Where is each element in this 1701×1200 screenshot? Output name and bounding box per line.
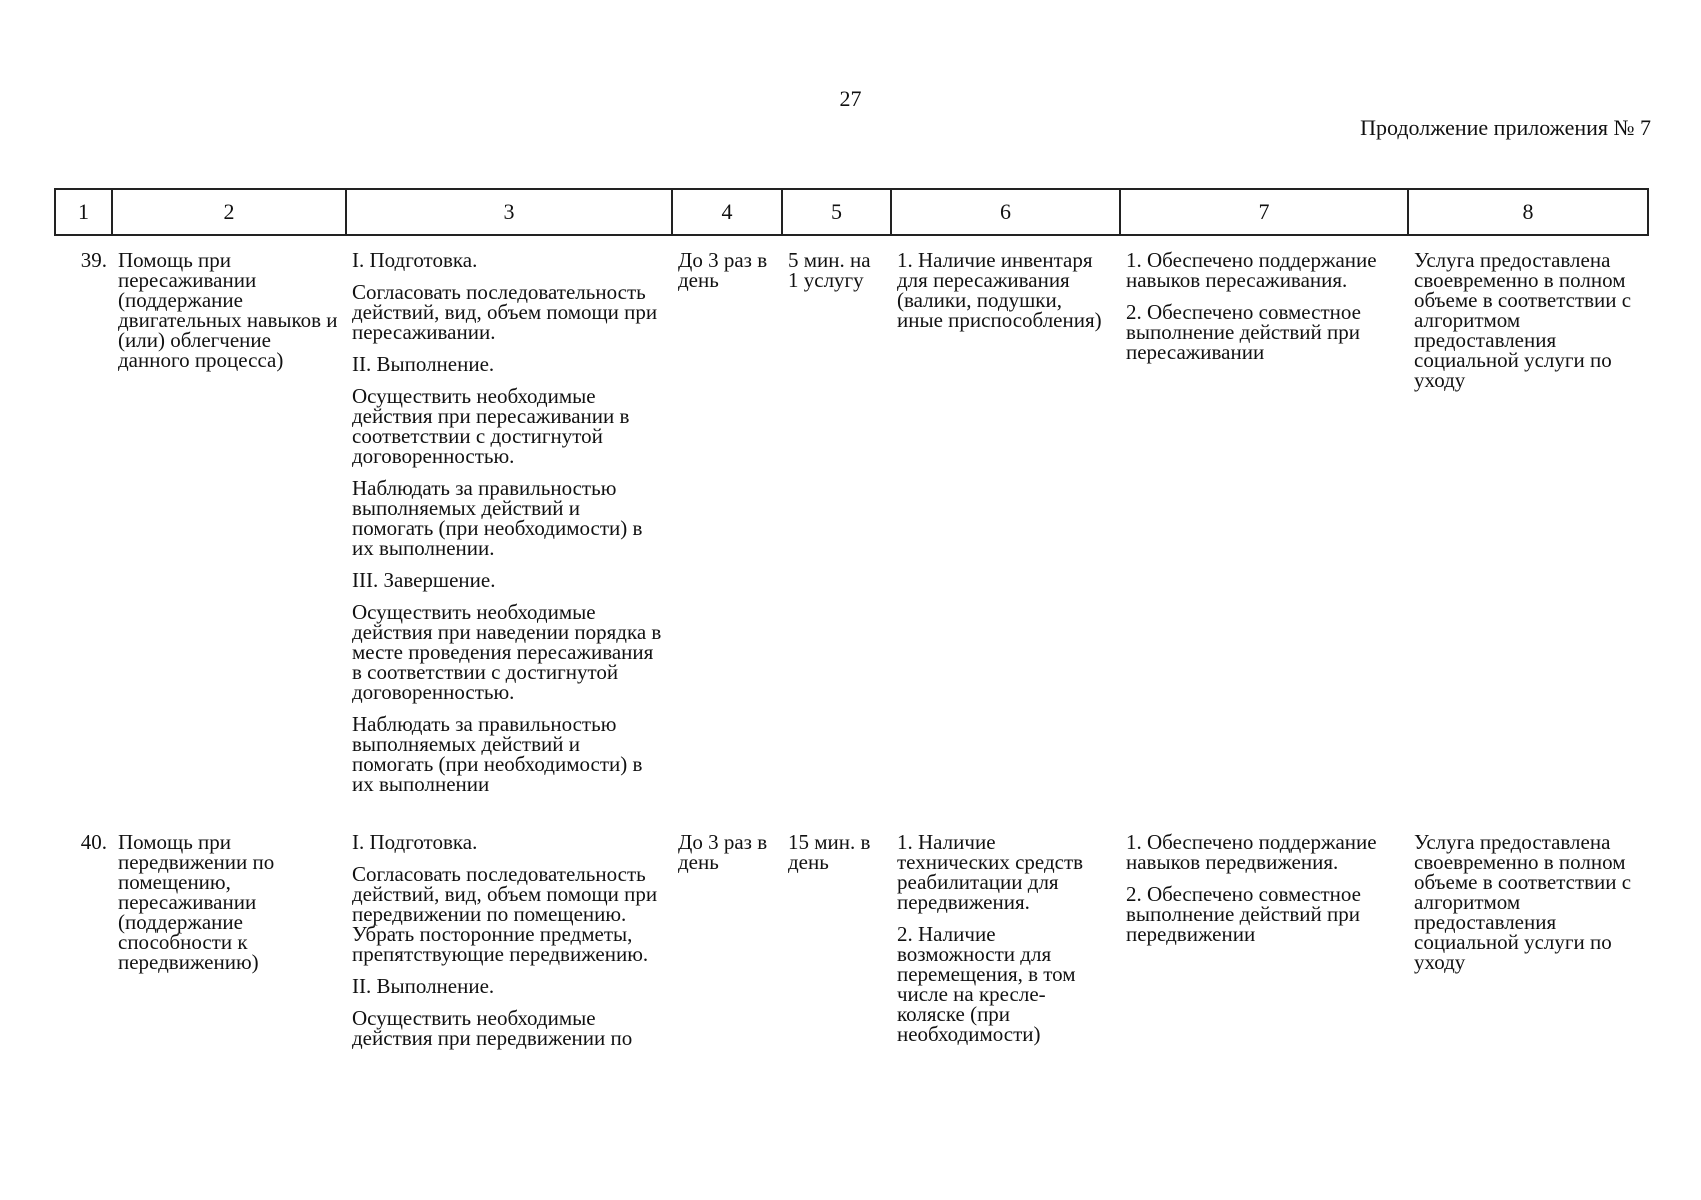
header-col-5: 5 xyxy=(782,189,891,235)
table-row xyxy=(54,250,1647,794)
header-col-6: 6 xyxy=(891,189,1120,235)
content-paragraph: II. Выполнение. xyxy=(352,974,495,998)
services-table xyxy=(54,250,1647,1048)
header-col-4: 4 xyxy=(672,189,782,235)
content-paragraph: Осуществить необходимые действия при пересаживании в соответствии с достигнутой договоренностью. xyxy=(352,384,630,468)
content-paragraph: Наблюдать за правильностью выполняемых действий и помогать (при необходимости) в их выполнении xyxy=(352,712,643,796)
content-paragraph: Наблюдать за правильностью выполняемых действий и помогать (при необходимости) в их выполнении. xyxy=(352,476,643,560)
service-content xyxy=(345,832,671,1048)
result-item: 2. Обеспечено совместное выполнение действий при пересаживании xyxy=(1126,300,1361,364)
header-col-3: 3 xyxy=(346,189,672,235)
content-paragraph: II. Выполнение. xyxy=(352,352,495,376)
service-quality: Услуга предоставлена своевременно в полном объеме в соответствии с алгоритмом предоставления социальной услуги по уходу xyxy=(1414,830,1632,974)
content-paragraph: I. Подготовка. xyxy=(352,248,478,272)
condition-item: 1. Наличие технических средств реабилитации для передвижения. xyxy=(897,830,1084,914)
column-number-header xyxy=(54,188,1649,236)
appendix-note: Продолжение приложения № 7 xyxy=(1360,115,1651,140)
content-paragraph: Осуществить необходимые действия при наведении порядка в месте проведения пересаживания в соответствии с достигнутой договоренностью. xyxy=(352,600,662,704)
header-col-2: 2 xyxy=(112,189,346,235)
content-paragraph: Согласовать последовательность действий, вид, объем помощи при пересаживании. xyxy=(352,280,658,344)
page-number: 27 xyxy=(839,86,862,111)
service-frequency: До 3 раз в день xyxy=(678,248,768,292)
header-col-1: 1 xyxy=(55,189,112,235)
condition-item: 2. Наличие возможности для перемещения, в том числе на кресле-коляске (при необходимости) xyxy=(897,922,1076,1046)
content-paragraph: Осуществить необходимые действия при передвижении по xyxy=(352,1006,633,1050)
content-paragraph: I. Подготовка. xyxy=(352,830,478,854)
result-item: 1. Обеспечено поддержание навыков передвижения. xyxy=(1126,830,1377,874)
service-results xyxy=(1119,832,1407,1048)
service-results xyxy=(1119,250,1407,794)
content-paragraph: III. Завершение. xyxy=(352,568,496,592)
service-name: Помощь при пересаживании (поддержание двигательных навыков и (или) облегчение данного процесса) xyxy=(118,248,338,372)
row-number: 39. xyxy=(80,248,107,272)
service-quality: Услуга предоставлена своевременно в полном объеме в соответствии с алгоритмом предоставления социальной услуги по уходу xyxy=(1414,248,1632,392)
header-col-8: 8 xyxy=(1408,189,1648,235)
result-item: 2. Обеспечено совместное выполнение действий при передвижении xyxy=(1126,882,1361,946)
content-paragraph: Согласовать последовательность действий, вид, объем помощи при передвижении по помещению. Убрать посторонние предметы, препятствующие передвижению. xyxy=(352,862,658,966)
table-row xyxy=(54,832,1647,1048)
service-conditions xyxy=(890,250,1119,794)
result-item: 1. Обеспечено поддержание навыков пересаживания. xyxy=(1126,248,1377,292)
service-content xyxy=(345,250,671,794)
service-duration: 5 мин. на 1 услугу xyxy=(788,248,871,292)
row-number: 40. xyxy=(80,830,107,854)
header-col-7: 7 xyxy=(1120,189,1408,235)
service-name: Помощь при передвижении по помещению, пересаживании (поддержание способности к передвижению) xyxy=(118,830,275,974)
service-duration: 15 мин. в день xyxy=(788,830,871,874)
condition-item: 1. Наличие инвентаря для пересаживания (валики, подушки, иные приспособления) xyxy=(897,248,1102,332)
service-frequency: До 3 раз в день xyxy=(678,830,768,874)
service-conditions xyxy=(890,832,1119,1048)
